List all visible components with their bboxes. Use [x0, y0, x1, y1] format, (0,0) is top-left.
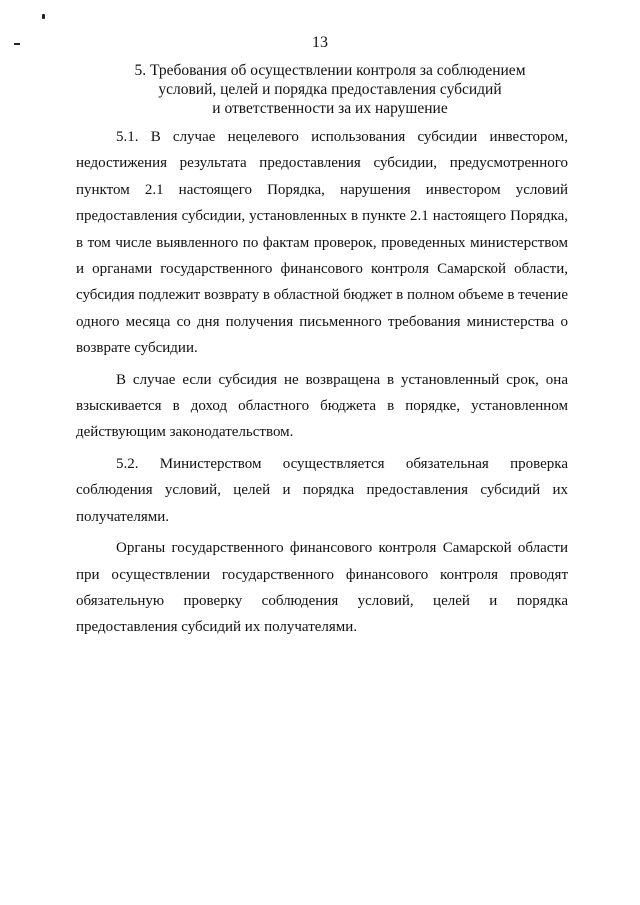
document-body: [76, 124, 568, 641]
section-heading-line: и ответственности за их нарушение: [212, 100, 448, 117]
scan-artifact-dot: [42, 14, 45, 19]
paragraph-financial-control: Органы государственного финансового контроля Самарской области при осуществлении государственного финансового контроля проводят обязательную проверку соблюдения условий, целей и порядка предоставления субсидий их получателями.: [76, 540, 568, 636]
paragraph-recovery: В случае если субсидия не возвращена в установленный срок, она взыскивается в доход областного бюджета в порядке, установленном действующим законодательством.: [76, 371, 568, 441]
section-heading-line: условий, целей и порядка предоставления субсидий: [158, 81, 502, 98]
section-heading-line: 5. Требования об осуществлении контроля за соблюдением: [134, 62, 526, 79]
paragraph-5-1: 5.1. В случае нецелевого использования субсидии инвестором, недостижения результата предоставления субсидии, предусмотренного пунктом 2.1 настоящего Порядка, нарушения инвестором условий предоставления субсидии, установленных в пункте 2.1 настоящего Порядка, в том числе выявленного по фактам проверок, проведенных министерством и органами государственного финансового контроля Самарской области, субсидия подлежит возврату в областной бюджет в полном объеме в течение одного месяца со дня получения письменного требования министерства о возврате субсидии.: [76, 129, 568, 357]
section-heading: [60, 61, 600, 118]
page-number: 13: [312, 34, 328, 51]
paragraph-5-2: 5.2. Министерством осуществляется обязательная проверка соблюдения условий, целей и порядка предоставления субсидий их получателями.: [76, 455, 568, 525]
